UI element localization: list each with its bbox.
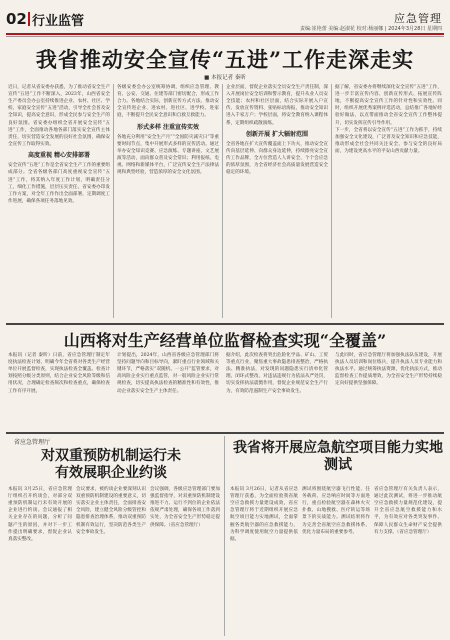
header-rule xyxy=(6,33,444,35)
section-name: 行业监管 xyxy=(32,14,85,29)
lead-paragraph: 近日，记者从省安委办获悉，为了推动省安全生产宣传“五进”工作不断深入，2023年，山西省安全生产委员会办公室持续推进企业、农村、社区、学校、家庭安全宣传“五进”活动，引导全社会普及安全知识，提高安全意识，形成全民参与安全生产的良好氛围。省安委办组织全省开展安全宣传“五进”工作，全面推动各地各部门落实安全宣传主体责任，切实营造安全发展的良好社会氛围，确保安全宣传工作取得实效。 xyxy=(8,85,110,147)
page-number: 02 xyxy=(6,10,27,28)
lead-column-4 xyxy=(335,84,442,318)
lead-subhead-3: 创新开展 扩大辐射范围 xyxy=(245,130,309,138)
second-column-1: 本报讯（记者 秦昕）日前，省应急管理厅制定年度执法检查计划，明确今年全省将对各类生产经营单位开展监督检查，实现执法检查全覆盖。检查计划按照分级分类原则，结合企业安全风险等级和信用状况，合理确定检查频次和检查重点，确保检查工作有序开展。 xyxy=(8,353,110,394)
lead-paragraph: 下一步，全省将以安全宣传“五进”工作为抓手，持续加强安全文化建设，广泛普及安全知识和应急技能，推动形成全社会共同关注安全、参与安全的良好局面，为建设更高水平的平安山西贡献力量。 xyxy=(335,127,442,154)
lead-paragraph: 各级安委会办公室统筹协调，组织应急管理、教育、公安、交通、住建等部门密切配合，形成工作合力。各地结合实际，创新宣传方式方法，推动安全宣传进企业、进农村、进社区、进学校、进家庭，不断提升全民安全意识和自救互救能力。 xyxy=(117,85,219,119)
lead-column-2 xyxy=(117,84,219,318)
section-marker xyxy=(28,12,30,26)
lead-paragraph: 各地充分利用“安全生产月”“全国防灾减灾日”等重要时间节点，集中开展形式多样的宣传活动。通过举办安全知识竞赛、应急演练、专题讲座、文艺展演等活动，面向群众普及安全常识；利用报纸、电视、网络和新媒体平台，广泛宣传安全生产法律法规和典型经验，营造浓厚的安全文化氛围。 xyxy=(117,134,219,176)
lead-paragraph: 安全宣传“五进”工作是全省安全生产工作的重要组成部分。全省各级各部门高度重视安全宣传“五进”工作，将其纳入年度工作计划，明确责任分工，细化工作措施，层层压实责任。省安委办印发工作方案，对全年工作作出全面部署，定期调度工作进展，确保各项任务落地见效。 xyxy=(8,163,110,204)
bottom-left-column-2: 会议要求，被约谈企业要深刻认识双重预防机制建设的重要意义，切实落实企业主体责任，全面排查安全风险，建立健全风险分级管控和隐患排查治理体系，推动双重预防机制有效运行，坚决防范各类生产安全事故发生。 xyxy=(76,487,146,535)
column-divider xyxy=(331,84,332,318)
second-column-2: 计划提出，2024年，山西省各级应急管理部门将坚持问题导向和目标导向，紧盯重点行业领域和关键环节，严格落实“双随机、一公开”监管要求，对高风险企业实行重点监管，对一般风险企业实行常规检查，切实提高执法检查的精准性和有效性，推动企业落实安全生产主体责任。 xyxy=(117,353,219,394)
column-divider xyxy=(224,436,225,636)
bottom-right-headline: 我省将开展应急航空项目能力实地测试 xyxy=(233,440,443,473)
bottom-left-kicker: 省应急管理厅 xyxy=(14,439,51,446)
column-divider xyxy=(222,84,223,318)
second-column-4: 与此同时，省应急管理厅将加强执法队伍建设，开展执法人员培训和岗位练兵，提升执法人员专业能力和执法水平。通过统筹执法资源，优化执法方式，推动监督检查工作提质增效，为全省安全生产形势持续稳定向好提供坚强保障。 xyxy=(335,353,442,387)
column-divider xyxy=(113,84,114,318)
lead-paragraph: 全省各地在扩大宣传覆盖面上下功夫，推动安全宣传向基层延伸、向群众身边延伸，持续擦亮安全宣传工作品牌，全方位营造人人讲安全、个个会应急的浓厚氛围，为全省经济社会高质量发展营造安全稳定的环境。 xyxy=(226,141,328,176)
lead-subhead-2: 形式多样 注重宣传实效 xyxy=(136,123,200,131)
lead-paragraph: 企业层面，督促企业落实全员安全生产责任制，深入开展岗位安全培训和警示教育，提升从业人员安全技能；农村和社区层面，结合实际开展入户宣传、发放宣传资料、张贴标语海报，推动安全知识进入千家万户；学校层面，将安全教育纳入课程体系，定期组织疏散演练。 xyxy=(226,85,328,126)
lead-subhead-1: 高度重视 精心安排部署 xyxy=(27,151,91,159)
bottom-right-column-2: 测试将围绕航空器飞行性能、任务载荷、应急响应时间等方面进行，重点检验航空器在森林火灾扑救、山地搜救、医疗转运等场景下的实战能力。测试结果将作为完善全省航空应急救援体系、优化力量布局的重要参考。 xyxy=(302,487,370,535)
bottom-right-column-1: 本报讯 3月26日，记者从省应急管理厅获悉，为全面检验我省航空应急救援力量建设成效，省应急管理厅将于近期组织开展应急航空项目能力实地测试，全面掌握各类航空器的应急救援能力，为科学调度使用航空力量提供依据。 xyxy=(230,487,298,542)
section-divider xyxy=(6,432,444,434)
lead-headline: 我省推动安全宣传“五进”工作走深走实 xyxy=(35,47,415,72)
lead-column-1 xyxy=(8,84,110,318)
second-headline: 山西将对生产经营单位监督检查实现“全覆盖” xyxy=(63,331,387,350)
editor-meta: 责编:崔艳蕾 美编:赵淑花 校对:杨丽娜 | 2024年3月28日 星期四 xyxy=(300,26,442,32)
bottom-left-column-3: 会议强调，各级应急管理部门要加强监督指导，对双重预防机制建设推进不力、运行不到位的企业依法依规严肃处理，确保各项工作落到实处，为全省安全生产形势稳定提供保障。（省应急管理厅） xyxy=(150,487,220,528)
section-divider xyxy=(6,323,444,325)
newspaper-brand: 应急管理 xyxy=(394,12,442,25)
header-rule-thin xyxy=(6,36,444,37)
bottom-left-column-1: 本报讯 3月25日，省应急管理厅组织召开约谈会，对部分双重预防机制运行未有效开展的企业进行约谈。会议通报了相关企业存在的问题，分析了问题产生的原因，并对下一步工作提出明确要求，督促企业认真落实整改。 xyxy=(8,487,72,542)
lead-column-3 xyxy=(226,84,328,318)
bottom-right-column-3: 省应急管理厅有关负责人表示，通过此次测试，将进一步推动航空应急救援力量规范化建设，提升全省应急航空救援能力和水平，为有效应对各类突发事件、保障人民群众生命财产安全提供有力支撑。（省应急管理厅） xyxy=(374,487,442,535)
lead-byline: ■ 本报记者 秦昕 xyxy=(204,75,246,81)
second-column-3: 据介绍，此次检查将突出危险化学品、矿山、工贸等重点行业，聚焦重大事故隐患排查整治，严格执法、精准执法，对发现的问题隐患实行清单化管理、闭环式整改，对违法违规行为依法从严处罚，切实发挥执法震慑作用，督促企业规范安全生产行为，有效防范遏制生产安全事故发生。 xyxy=(226,353,328,394)
lead-paragraph: 据了解，省安委办将继续深化安全宣传“五进”工作，进一步丰富宣传内容、创新宣传形式、拓展宣传阵地，不断提高安全宣传工作的针对性和实效性。同时，组织开展优秀案例评选活动，总结推广各地好经验好做法，以点带面推动全省安全宣传工作整体提升，切实发挥宣传引导作用。 xyxy=(335,85,442,126)
bottom-left-headline: 对双重预防机制运行未有效展职企业约谈 xyxy=(41,448,181,481)
